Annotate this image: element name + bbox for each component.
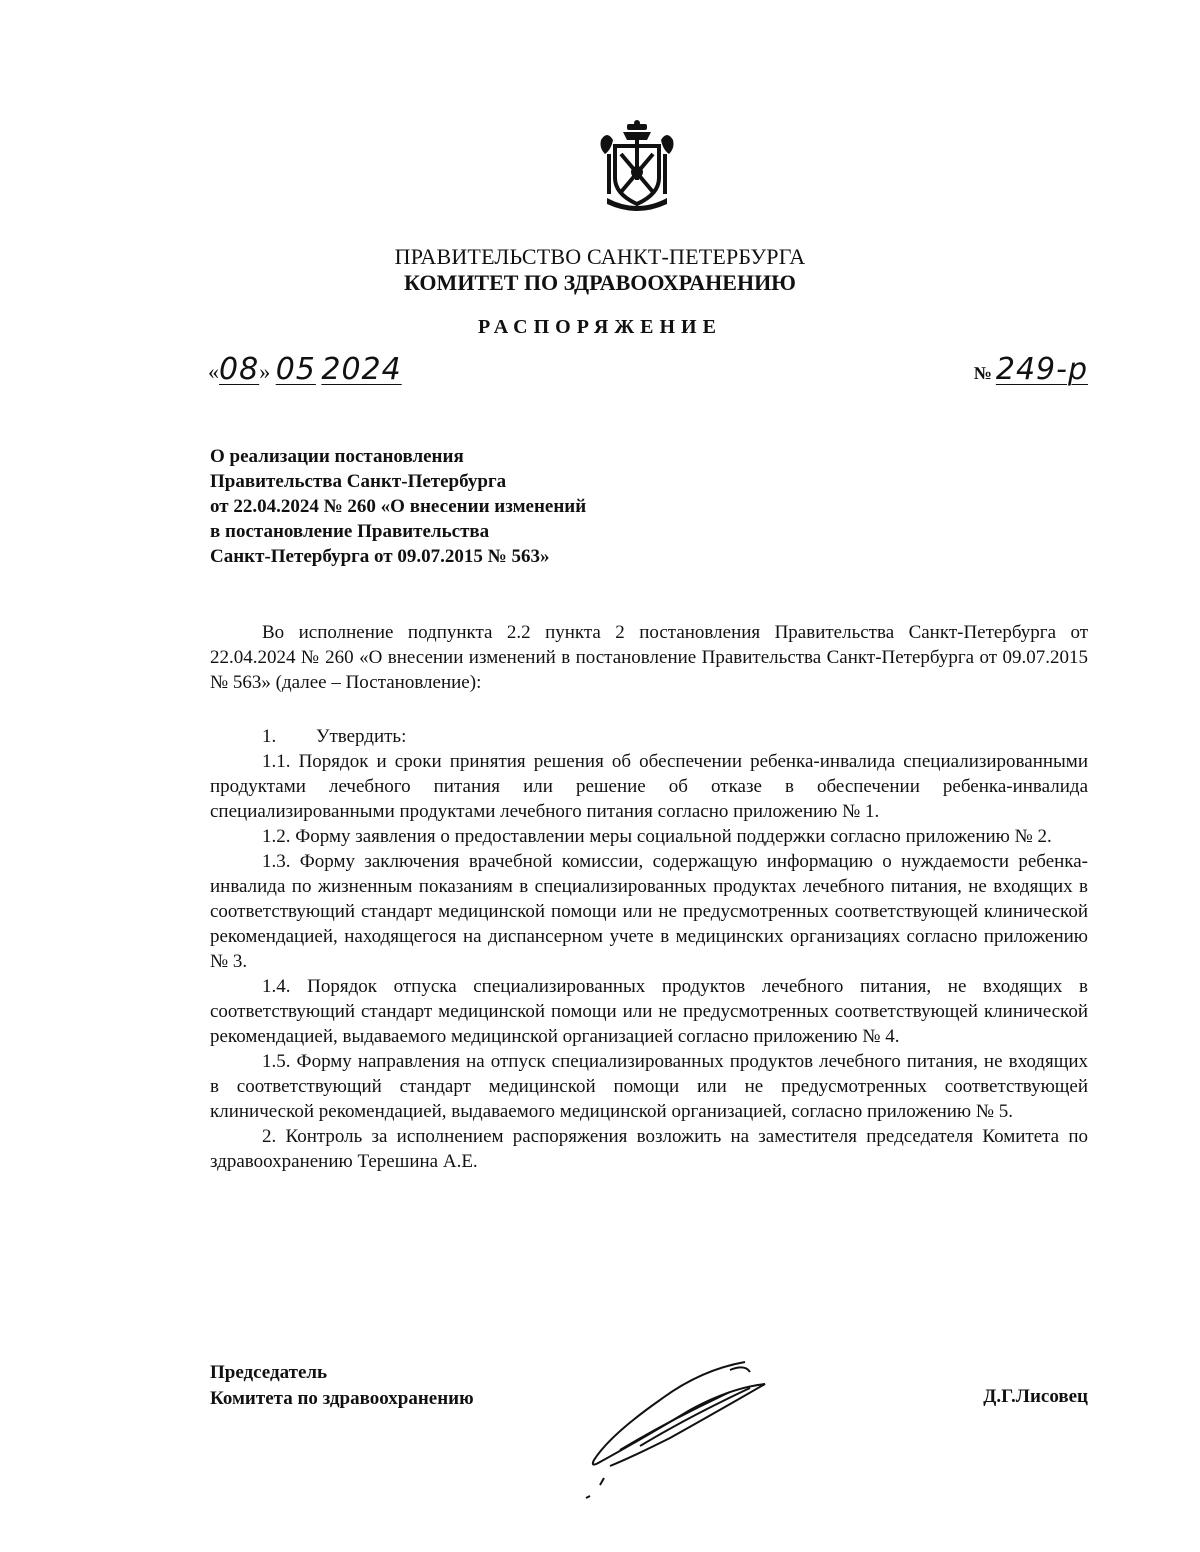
subject-line: Правительства Санкт-Петербурга <box>210 471 507 492</box>
document-number <box>974 352 1088 387</box>
item-1-1: 1.1. Порядок и сроки принятия решения об обеспечении ребенка-инвалида специализированными продуктами лечебного питания или решение об отказе в обеспечении ребенка-инвалида специализированными продуктами лечебного питания согласно приложению № 1. <box>210 751 1088 822</box>
item-1-5: 1.5. Форму направления на отпуск специализированных продуктов лечебного питания, не входящих в соответствующий стандарт медицинской помощи или не предусмотренных соответствующей клинической рекомендацией, выдаваемого медицинской организацией, согласно приложению № 5. <box>210 1051 1088 1122</box>
government-title: ПРАВИТЕЛЬСТВО САНКТ-ПЕТЕРБУРГА <box>394 244 806 269</box>
item-1-number: 1. <box>262 726 277 747</box>
coat-of-arms-emblem <box>597 120 677 212</box>
number-label: № <box>973 363 992 383</box>
date-year: 2024 <box>321 352 402 387</box>
position-line: Комитета по здравоохранению <box>210 1388 474 1409</box>
subject-line: в постановление Правительства <box>210 521 490 542</box>
subject-line: от 22.04.2024 № 260 «О внесении изменений <box>210 496 587 517</box>
document-subject <box>210 444 586 569</box>
date-day: 08 <box>219 352 260 387</box>
committee-title: КОМИТЕТ ПО ЗДРАВООХРАНЕНИЮ <box>404 270 796 295</box>
item-1-3: 1.3. Форму заключения врачебной комиссии, содержащую информацию о нуждаемости ребенка-инвалида по жизненным показаниям в специализированных продуктах лечебного питания, не входящих в соответствующий стандарт медицинской помощи или не предусмотренных соответствующей клинической рекомендацией, находящегося на диспансерном учете в медицинских организациях согласно приложению № 3. <box>210 851 1088 972</box>
signatory-name: Д.Г.Лисовец <box>983 1386 1088 1407</box>
position-line: Председатель <box>210 1362 328 1383</box>
date-close-quote: » <box>259 359 271 384</box>
handwritten-signature <box>580 1350 780 1500</box>
subject-line: О реализации постановления <box>210 446 464 467</box>
signatory-position <box>210 1360 474 1412</box>
item-1-2: 1.2. Форму заявления о предоставлении меры социальной поддержки согласно приложению № 2. <box>262 826 1052 847</box>
date-month: 05 <box>275 352 316 387</box>
document-type: РАСПОРЯЖЕНИЕ <box>478 316 722 338</box>
item-2: 2. Контроль за исполнением распоряжения возложить на заместителя председателя Комитета по здравоохранению Терешина А.Е. <box>210 1126 1088 1172</box>
date-open-quote: « <box>208 359 219 384</box>
item-1 <box>210 724 1088 749</box>
number-value: 249-р <box>995 352 1088 387</box>
item-1-text: Утвердить: <box>316 726 407 747</box>
order-items <box>210 724 1088 1174</box>
subject-line: Санкт-Петербурга от 09.07.2015 № 563» <box>210 546 550 567</box>
item-1-4: 1.4. Порядок отпуска специализированных продуктов лечебного питания, не входящих в соответствующий стандарт медицинской помощи или не предусмотренных соответствующей клинической рекомендацией, выдаваемого медицинской организацией согласно приложению № 4. <box>210 976 1088 1047</box>
document-date <box>208 352 402 387</box>
preamble <box>210 620 1088 695</box>
preamble-text: Во исполнение подпункта 2.2 пункта 2 постановления Правительства Санкт-Петербурга от 22.04.2024 № 260 «О внесении изменений в постановление Правительства Санкт-Петербурга от 09.07.2015 № 563» (далее – Постановление): <box>210 622 1088 693</box>
